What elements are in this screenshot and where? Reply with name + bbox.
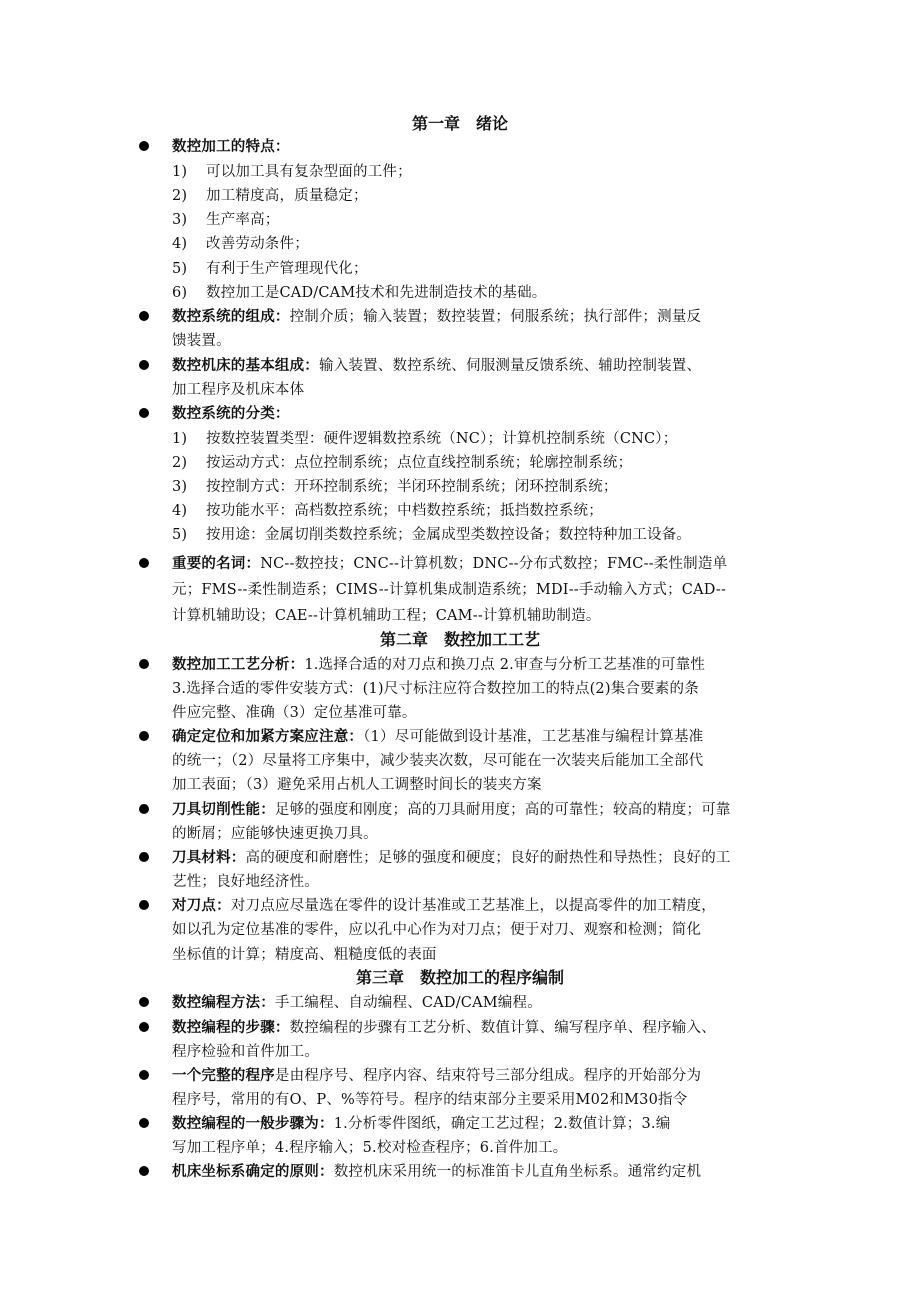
paragraph: 确定定位和加紧方案应注意：（1）尽可能做到设计基准，工艺基准与编程计算基准 (172, 728, 704, 745)
paragraph: 数控系统的组成：控制介质；输入装置；数控装置；伺服系统；执行部件；测量反 (172, 308, 702, 325)
list-item: 4) 按功能水平：高档数控系统；中档数控系统；抵挡数控系统； (172, 503, 603, 519)
paragraph-continued: 元；FMS--柔性制造系；CIMS--计算机集成制造系统；MDI--手动输入方式；CAD-- (172, 582, 727, 598)
bullet-icon (139, 558, 149, 568)
bullet-icon (139, 804, 149, 814)
list-item: 1) 按数控装置类型：硬件逻辑数控系统（NC）；计算机控制系统（CNC）； (172, 431, 678, 447)
paragraph: 数控编程方法：手工编程、自动编程、CAD/CAM编程。 (172, 994, 542, 1011)
bullet-icon (139, 1118, 149, 1128)
chapter1-title: 第一章 绪论 (411, 114, 508, 133)
paragraph-continued: 艺性；良好地经济性。 (172, 874, 319, 890)
paragraph-continued: 如以孔为定位基准的零件，应以孔中心作为对刀点；便于对刀、观察和检测；简化 (172, 922, 702, 938)
classification-heading: 数控系统的分类： (172, 405, 290, 422)
bullet-icon (139, 997, 149, 1007)
features-heading: 数控加工的特点： (172, 138, 290, 155)
paragraph-continued: 程序检验和首件加工。 (172, 1044, 319, 1060)
paragraph-continued: 程序号，常用的有O、P、%等符号。程序的结束部分主要采用M02和M30指令 (172, 1092, 688, 1108)
list-item: 4) 改善劳动条件； (172, 236, 309, 252)
paragraph-continued: 的统一；（2）尽量将工序集中，减少装夹次数，尽可能在一次装夹后能加工全部代 (172, 753, 704, 769)
paragraph: 刀具切削性能：足够的强度和刚度；高的刀具耐用度；高的可靠性；较高的精度；可靠 (172, 801, 731, 818)
list-item: 5) 按用途：金属切削类数控系统；金属成型类数控设备；数控特种加工设备。 (172, 527, 692, 543)
bullet-icon (139, 360, 149, 370)
bullet-icon (139, 731, 149, 741)
bullet-icon (139, 1070, 149, 1080)
paragraph: 数控编程的一般步骤为：1.分析零件图纸，确定工艺过程；2.数值计算；3.编 (172, 1115, 671, 1132)
paragraph-continued: 3.选择合适的零件安装方式：(1)尺寸标注应符合数控加工的特点(2)集合要素的条 (172, 681, 699, 697)
list-item: 2) 加工精度高，质量稳定； (172, 188, 368, 204)
paragraph-continued: 的断屑；应能够快速更换刀具。 (172, 826, 378, 842)
bullet-icon (139, 408, 149, 418)
bullet-icon (139, 900, 149, 910)
paragraph-continued: 写加工程序单；4.程序输入；5.校对检查程序；6.首件加工。 (172, 1140, 568, 1156)
paragraph: 对刀点：对刀点应尽量选在零件的设计基准或工艺基准上，以提高零件的加工精度， (172, 897, 716, 914)
paragraph-continued: 计算机辅助设；CAE--计算机辅助工程；CAM--计算机辅助制造。 (172, 608, 601, 624)
bullet-icon (139, 141, 149, 151)
list-item: 5) 有利于生产管理现代化； (172, 261, 368, 277)
list-item: 2) 按运动方式：点位控制系统；点位直线控制系统；轮廓控制系统； (172, 455, 633, 471)
paragraph-continued: 件应完整、准确（3）定位基准可靠。 (172, 705, 417, 721)
list-item: 1) 可以加工具有复杂型面的工件； (172, 164, 412, 180)
chapter3-title: 第三章 数控加工的程序编制 (355, 968, 564, 987)
bullet-icon (139, 659, 149, 669)
paragraph: 数控编程的步骤：数控编程的步骤有工艺分析、数值计算、编写程序单、程序输入、 (172, 1019, 716, 1036)
chapter2-title: 第二章 数控加工工艺 (379, 630, 540, 649)
paragraph-continued: 馈装置。 (172, 333, 231, 349)
list-item: 6) 数控加工是CAD/CAM技术和先进制造技术的基础。 (172, 285, 547, 301)
list-item: 3) 生产率高； (172, 212, 280, 228)
bullet-icon (139, 1022, 149, 1032)
paragraph: 重要的名词：NC--数控技；CNC--计算机数；DNC--分布式数控；FMC--柔性制造单 (172, 555, 728, 572)
paragraph: 刀具材料：高的硬度和耐磨性；足够的强度和硬度；良好的耐热性和导热性；良好的工 (172, 849, 731, 866)
paragraph: 数控机床的基本组成：输入装置、数控系统、伺服测量反馈系统、辅助控制装置、 (172, 357, 702, 374)
paragraph-continued: 加工表面；（3）避免采用占机人工调整时间长的装夹方案 (172, 777, 542, 793)
paragraph-continued: 坐标值的计算；精度高、粗糙度低的表面 (172, 947, 437, 963)
paragraph: 机床坐标系确定的原则：数控机床采用统一的标准笛卡儿直角坐标系。通常约定机 (172, 1163, 702, 1180)
list-item: 3) 按控制方式：开环控制系统；半闭环控制系统；闭环控制系统； (172, 479, 618, 495)
paragraph: 一个完整的程序是由程序号、程序内容、结束符号三部分组成。程序的开始部分为 (172, 1067, 702, 1084)
bullet-icon (139, 852, 149, 862)
bullet-icon (139, 1166, 149, 1176)
paragraph-continued: 加工程序及机床本体 (172, 382, 305, 398)
paragraph: 数控加工工艺分析：1.选择合适的对刀点和换刀点 2.审查与分析工艺基准的可靠性 (172, 656, 706, 673)
bullet-icon (139, 311, 149, 321)
